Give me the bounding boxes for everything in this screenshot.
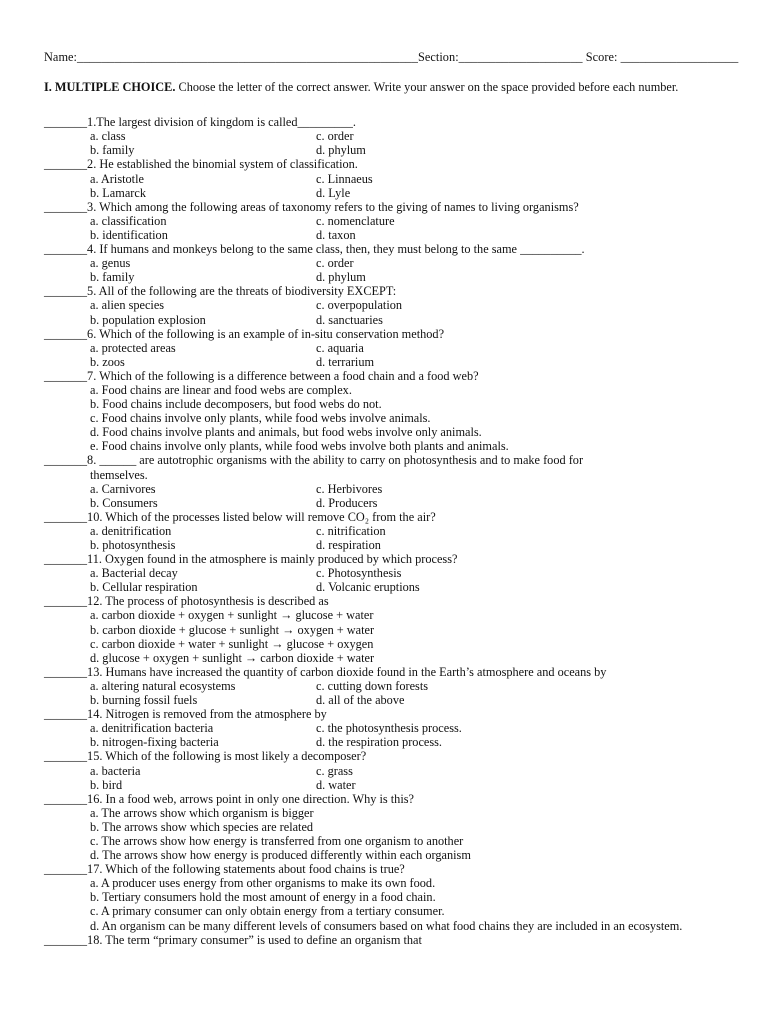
question-stem: _______11. Oxygen found in the atmosphere is mainly produced by which process? (44, 552, 458, 567)
answer-option: c. nitrification (316, 523, 386, 538)
answer-option: c. Food chains involve only plants, while food webs involve animals. (90, 411, 431, 426)
answer-options (44, 721, 724, 749)
answer-option: c. Linnaeus (316, 171, 373, 186)
answer-option: c. aquaria (316, 340, 364, 355)
answer-options (44, 806, 724, 862)
answer-option: b. zoos (90, 354, 125, 369)
question-item (44, 200, 724, 242)
worksheet (44, 50, 739, 947)
section-label: Section: (417, 50, 459, 64)
question-item (44, 327, 724, 369)
answer-option: c. The arrows show how energy is transferred from one organism to another (90, 833, 464, 848)
answer-option: d. phylum (316, 270, 366, 285)
question-item (44, 792, 724, 862)
answer-option: b. Cellular respiration (90, 580, 198, 595)
answer-option: a. Carnivores (90, 481, 156, 496)
question-stem-continuation: themselves. (90, 467, 148, 482)
answer-option: b. nitrogen-fixing bacteria (90, 735, 219, 750)
answer-option: d. terrarium (316, 354, 375, 369)
answer-options (44, 524, 724, 552)
answer-options (44, 679, 724, 707)
answer-option: b. identification (90, 227, 168, 242)
question-item (44, 552, 724, 594)
answer-option: c. A primary consumer can only obtain energy from a tertiary consumer. (90, 904, 445, 919)
answer-option: d. phylum (316, 143, 366, 158)
question-stem: _______2. He established the binomial system of classification. (44, 157, 358, 172)
answer-options (44, 764, 724, 792)
answer-option: c. carbon dioxide + water + sunlight → glucose + oxygen (90, 636, 374, 651)
question-item (44, 453, 724, 509)
question-stem: _______4. If humans and monkeys belong to the same class, then, they must belong to the same __________. (44, 242, 585, 257)
question-item (44, 665, 724, 707)
answer-option: b. family (90, 270, 135, 285)
answer-option: b. photosynthesis (90, 538, 176, 552)
answer-option: c. overpopulation (316, 298, 403, 313)
instructions-text: Choose the letter of the correct answer. Write your answer on the space provided before each number. (175, 80, 679, 95)
question-item (44, 933, 724, 947)
answer-option: b. population explosion (90, 312, 206, 327)
answer-option: d. Food chains involve plants and animals, but food webs involve only animals. (90, 425, 482, 440)
question-item (44, 115, 724, 157)
answer-option: a. alien species (90, 298, 165, 313)
answer-option: a. class (90, 129, 126, 144)
answer-option: c. nomenclature (316, 213, 395, 228)
question-stem: _______10. Which of the processes listed below will remove CO₂ from the air? (44, 509, 436, 524)
answer-option: a. Aristotle (90, 171, 144, 186)
answer-option: a. altering natural ecosystems (90, 678, 236, 693)
question-item (44, 749, 724, 791)
question-item (44, 707, 724, 749)
question-stem: _______12. The process of photosynthesis is described as (44, 594, 329, 609)
question-stem: _______8. ______ are autotrophic organisms with the ability to carry on photosynthesis and to make food for (44, 453, 584, 468)
question-stem: _______16. In a food web, arrows point in only one direction. Why is this? (44, 791, 414, 806)
answer-option: e. Food chains involve only plants, while food webs involve both plants and animals. (90, 439, 509, 454)
answer-option: d. sanctuaries (316, 312, 383, 327)
answer-option: a. denitrification bacteria (90, 721, 214, 736)
answer-option: b. The arrows show which species are related (90, 819, 314, 834)
answer-option: a. bacteria (90, 763, 141, 778)
question-item (44, 594, 724, 664)
answer-option: c. grass (316, 763, 353, 778)
answer-options (44, 566, 724, 594)
answer-option: d. Producers (316, 495, 378, 510)
section-field[interactable]: ____________________ (458, 50, 583, 64)
question-stem: _______1.The largest division of kingdom is called_________. (44, 115, 356, 130)
answer-option: a. denitrification (90, 523, 172, 538)
answer-options (44, 341, 724, 369)
answer-option: b. Tertiary consumers hold the most amount of energy in a food chain. (90, 890, 436, 905)
answer-option: d. taxon (316, 227, 356, 242)
answer-option: d. the respiration process. (316, 735, 443, 750)
answer-option: b. family (90, 143, 135, 158)
answer-options (44, 876, 724, 932)
answer-option: d. Volcanic eruptions (316, 580, 420, 595)
answer-option: c. order (316, 256, 354, 271)
answer-option: d. respiration (316, 538, 381, 552)
answer-option: b. carbon dioxide + glucose + sunlight → oxygen + water (90, 622, 375, 637)
instructions (44, 80, 724, 94)
answer-option: c. Photosynthesis (316, 566, 402, 581)
question-item (44, 369, 724, 454)
answer-option: d. An organism can be many different levels of consumers based on what food chains they are included in an ecosystem. (90, 918, 683, 933)
question-stem: _______17. Which of the following statements about food chains is true? (44, 862, 405, 877)
answer-option: a. genus (90, 256, 131, 271)
answer-options (44, 608, 724, 664)
answer-option: d. glucose + oxygen + sunlight → carbon dioxide + water (90, 650, 375, 665)
question-stem: _______6. Which of the following is an example of in-situ conservation method? (44, 326, 445, 341)
question-list (44, 115, 724, 947)
answer-option: d. all of the above (316, 693, 405, 708)
score-field[interactable]: ___________________ (620, 50, 739, 64)
answer-option: b. Lamarck (90, 185, 146, 200)
answer-option: d. The arrows show how energy is produced differently within each organism (90, 848, 471, 863)
answer-option: a. carbon dioxide + oxygen + sunlight → glucose + water (90, 608, 374, 623)
answer-option: a. A producer uses energy from other organisms to make its own food. (90, 876, 436, 891)
question-stem: _______3. Which among the following areas of taxonomy refers to the giving of names to living organisms? (44, 199, 579, 214)
header-line (44, 50, 739, 64)
answer-options (44, 256, 724, 284)
question-stem: _______7. Which of the following is a difference between a food chain and a food web? (44, 368, 479, 383)
answer-option: a. Bacterial decay (90, 566, 178, 581)
question-item (44, 157, 724, 199)
answer-option: c. cutting down forests (316, 678, 429, 693)
answer-option: b. Consumers (90, 495, 158, 510)
name-label: Name: (44, 50, 78, 64)
answer-options (44, 172, 724, 200)
question-stem: _______18. The term “primary consumer” is used to define an organism that (44, 932, 422, 947)
question-stem: _______13. Humans have increased the quantity of carbon dioxide found in the Earth’s atmosphere and oceans by (44, 664, 607, 679)
question-item (44, 510, 724, 552)
answer-option: b. burning fossil fuels (90, 693, 198, 708)
answer-option: a. classification (90, 213, 167, 228)
answer-option: d. water (316, 777, 356, 792)
answer-option: b. Food chains include decomposers, but food webs do not. (90, 397, 382, 412)
answer-option: a. protected areas (90, 340, 176, 355)
question-item (44, 242, 724, 284)
name-field[interactable]: _______________________________________________________ (77, 50, 418, 64)
question-item (44, 862, 724, 932)
score-label: Score: (585, 50, 618, 64)
answer-options (44, 482, 724, 510)
section-heading: I. MULTIPLE CHOICE. (44, 80, 176, 95)
answer-option: c. order (316, 129, 354, 144)
answer-option: c. Herbivores (316, 481, 383, 496)
answer-options (44, 129, 724, 157)
answer-option: b. bird (90, 777, 123, 792)
question-item (44, 284, 724, 326)
answer-option: a. Food chains are linear and food webs are complex. (90, 382, 352, 397)
question-stem: _______14. Nitrogen is removed from the atmosphere by (44, 707, 327, 722)
answer-option: d. Lyle (316, 185, 351, 200)
question-stem: _______5. All of the following are the threats of biodiversity EXCEPT: (44, 284, 397, 299)
answer-option: a. The arrows show which organism is bigger (90, 805, 314, 820)
answer-options (44, 298, 724, 326)
answer-option: c. the photosynthesis process. (316, 721, 462, 736)
question-stem: _______15. Which of the following is most likely a decomposer? (44, 749, 367, 764)
answer-options (44, 383, 724, 453)
answer-options (44, 214, 724, 242)
